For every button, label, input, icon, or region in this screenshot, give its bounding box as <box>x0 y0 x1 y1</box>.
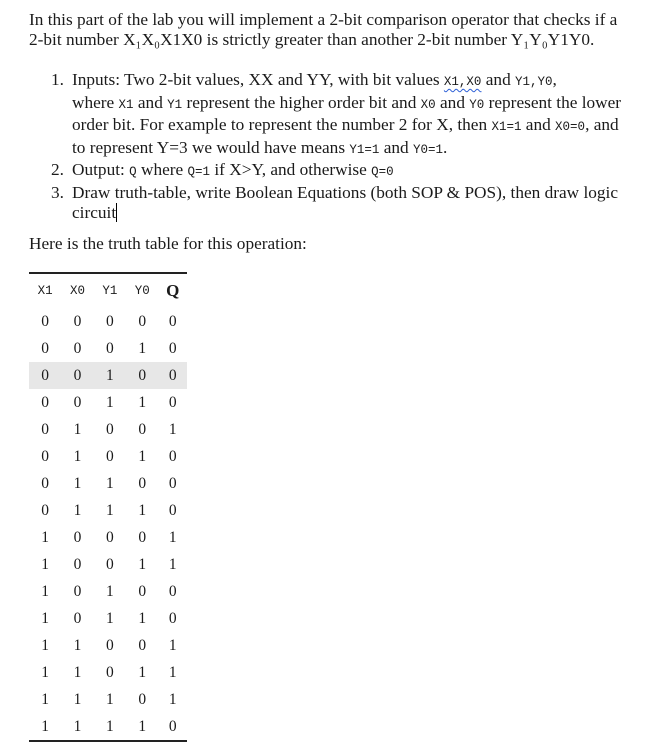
table-cell: 1 <box>138 663 147 681</box>
table-cell: 0 <box>138 312 147 330</box>
table-cell: 0 <box>168 339 177 357</box>
table-row <box>29 524 187 551</box>
list-number: 3. <box>51 182 64 202</box>
table-cell: 0 <box>41 447 50 465</box>
text-run: and <box>435 92 470 112</box>
text-run: where <box>72 92 119 112</box>
table-header-row <box>29 273 187 308</box>
table-row <box>29 659 187 686</box>
table-cell: 1 <box>106 393 114 411</box>
table-cell: 0 <box>73 528 82 546</box>
text-run: represent the lower <box>484 92 622 112</box>
instruction-list <box>51 70 651 224</box>
table-row <box>29 470 187 497</box>
text-run: , <box>552 70 557 89</box>
code-y-bits: Y1,Y0 <box>515 75 553 89</box>
table-cell: 1 <box>138 447 147 465</box>
table-cell: 1 <box>138 339 147 357</box>
table-cell: 0 <box>106 636 114 654</box>
table-cell: 1 <box>41 528 50 546</box>
text-run: and <box>481 70 516 89</box>
table-cell: 0 <box>73 582 82 600</box>
intro-line-1: In this part of the lab you will implement a 2-bit comparison operator that checks if a <box>29 10 618 29</box>
table-cell: 1 <box>73 636 82 654</box>
table-cell: 1 <box>168 690 177 708</box>
table-cell: 1 <box>41 717 50 735</box>
table-cell: 0 <box>106 528 114 546</box>
table-cell: 0 <box>138 690 147 708</box>
table-cell: 1 <box>73 501 82 519</box>
code-q-0: Q=0 <box>371 165 394 179</box>
table-row <box>29 713 187 741</box>
table-cell: 1 <box>94 362 126 389</box>
text-run: Draw truth-table, write Boolean Equations (both SOP & POS), then draw logic <box>72 182 619 202</box>
table-cell: 0 <box>106 447 114 465</box>
truth-table-body <box>29 308 187 741</box>
table-cell: 0 <box>106 312 114 330</box>
table-cell: 0 <box>168 447 177 465</box>
table-cell: 1 <box>168 528 177 546</box>
table-intro: Here is the truth table for this operation: <box>29 234 307 253</box>
table-cell: 0 <box>138 528 147 546</box>
list-item-inputs <box>51 70 651 160</box>
table-cell: 0 <box>73 393 82 411</box>
list-number: 2. <box>51 160 64 179</box>
text-run: represent the higher order bit and <box>182 92 421 112</box>
text-run: if X>Y, and otherwise <box>210 160 372 179</box>
table-cell: 1 <box>168 555 177 573</box>
column-header-x1: X1 <box>37 284 53 298</box>
table-cell: 1 <box>41 663 50 681</box>
table-cell: 0 <box>168 393 177 411</box>
table-cell: 0 <box>73 339 82 357</box>
table-cell: 0 <box>106 339 114 357</box>
code-y1-eq: Y1=1 <box>349 142 380 157</box>
table-cell: 0 <box>138 474 147 492</box>
table-cell: 1 <box>41 690 50 708</box>
table-cell: 1 <box>106 474 114 492</box>
table-cell: 0 <box>168 582 177 600</box>
table-cell: 1 <box>73 420 82 438</box>
text-run: and <box>521 115 556 134</box>
table-row <box>29 551 187 578</box>
text-run[interactable]: circuit <box>72 203 117 222</box>
text-run: order bit. For example to represent the number 2 for X, then <box>72 115 492 134</box>
table-cell: 1 <box>41 555 50 573</box>
table-cell: 1 <box>168 663 177 681</box>
code-x-bits: X1,X0 <box>443 75 482 89</box>
code-y0: Y0 <box>469 97 485 112</box>
code-q-1: Q=1 <box>187 165 211 179</box>
column-header-y1: Y1 <box>102 284 118 298</box>
table-cell: 0 <box>138 420 147 438</box>
text-run: and <box>133 92 168 112</box>
table-cell: 0 <box>41 501 50 519</box>
text-run: Inputs: Two 2-bit values, XX and YY, with bit values <box>72 70 444 89</box>
table-cell: 1 <box>106 501 114 519</box>
table-row <box>29 335 187 362</box>
table-cell: 0 <box>41 312 50 330</box>
column-header-y0: Y0 <box>134 284 150 298</box>
code-x1: X1 <box>118 97 134 112</box>
intro-line-2: 2-bit number X₁X₀X1X0 is strictly greater than another 2-bit number Y₁Y₀Y1Y0. <box>29 30 595 49</box>
table-cell: 0 <box>41 474 50 492</box>
table-cell: 0 <box>41 393 50 411</box>
table-cell: 0 <box>168 501 177 519</box>
table-cell: 0 <box>168 717 177 735</box>
table-cell: 1 <box>73 447 82 465</box>
table-cell: 0 <box>158 362 187 389</box>
table-cell: 0 <box>106 663 114 681</box>
table-cell: 1 <box>138 501 147 519</box>
table-cell: 0 <box>73 312 82 330</box>
table-row <box>29 605 187 632</box>
table-row <box>29 362 187 389</box>
table-cell: 1 <box>138 393 147 411</box>
table-row <box>29 416 187 443</box>
code-y1: Y1 <box>167 97 183 112</box>
table-cell: 0 <box>29 362 61 389</box>
table-cell: 0 <box>138 636 147 654</box>
text-run: Output: <box>72 160 130 179</box>
table-cell: 1 <box>73 717 82 735</box>
table-cell: 0 <box>126 362 158 389</box>
table-cell: 1 <box>138 555 147 573</box>
code-y0-eq: Y0=1 <box>412 142 443 157</box>
table-cell: 0 <box>61 362 93 389</box>
table-row <box>29 389 187 416</box>
list-item-output <box>51 160 651 183</box>
column-header-x0: X0 <box>70 284 86 298</box>
table-cell: 0 <box>168 474 177 492</box>
table-cell: 1 <box>106 582 114 600</box>
code-x0: X0 <box>420 97 436 112</box>
intro-paragraph <box>29 10 659 50</box>
table-cell: 1 <box>138 717 147 735</box>
list-number: 1. <box>51 70 64 89</box>
table-cell: 0 <box>106 420 114 438</box>
code-x0-eq: X0=0 <box>555 120 586 134</box>
table-cell: 0 <box>168 609 177 627</box>
table-row <box>29 308 187 335</box>
table-cell: 0 <box>138 582 147 600</box>
table-cell: 1 <box>106 609 114 627</box>
table-cell: 1 <box>41 609 50 627</box>
text-cursor <box>116 203 117 222</box>
table-cell: 1 <box>73 690 82 708</box>
table-cell: 0 <box>106 555 114 573</box>
table-cell: 1 <box>41 636 50 654</box>
table-cell: 1 <box>168 420 177 438</box>
table-cell: 0 <box>168 312 177 330</box>
table-cell: 1 <box>106 717 114 735</box>
text-run: , and <box>585 115 619 134</box>
table-cell: 1 <box>138 609 147 627</box>
column-header-q: Q <box>166 281 180 300</box>
list-item-task <box>51 183 651 224</box>
table-row <box>29 443 187 470</box>
table-row <box>29 578 187 605</box>
table-cell: 1 <box>73 663 82 681</box>
table-cell: 1 <box>41 582 50 600</box>
code-q: Q <box>129 165 137 179</box>
table-cell: 1 <box>106 690 114 708</box>
table-row <box>29 497 187 524</box>
table-cell: 0 <box>41 420 50 438</box>
table-row <box>29 632 187 659</box>
table-cell: 0 <box>73 609 82 627</box>
table-cell: 1 <box>73 474 82 492</box>
truth-table <box>29 272 187 742</box>
text-run: to represent Y=3 we would have means <box>72 137 350 157</box>
table-cell: 0 <box>73 555 82 573</box>
table-cell: 1 <box>168 636 177 654</box>
text-run: and <box>379 137 413 157</box>
table-cell: 0 <box>41 339 50 357</box>
text-run: where <box>136 160 188 179</box>
code-x1-eq: X1=1 <box>491 120 522 134</box>
table-row <box>29 686 187 713</box>
text-run: . <box>443 137 448 157</box>
